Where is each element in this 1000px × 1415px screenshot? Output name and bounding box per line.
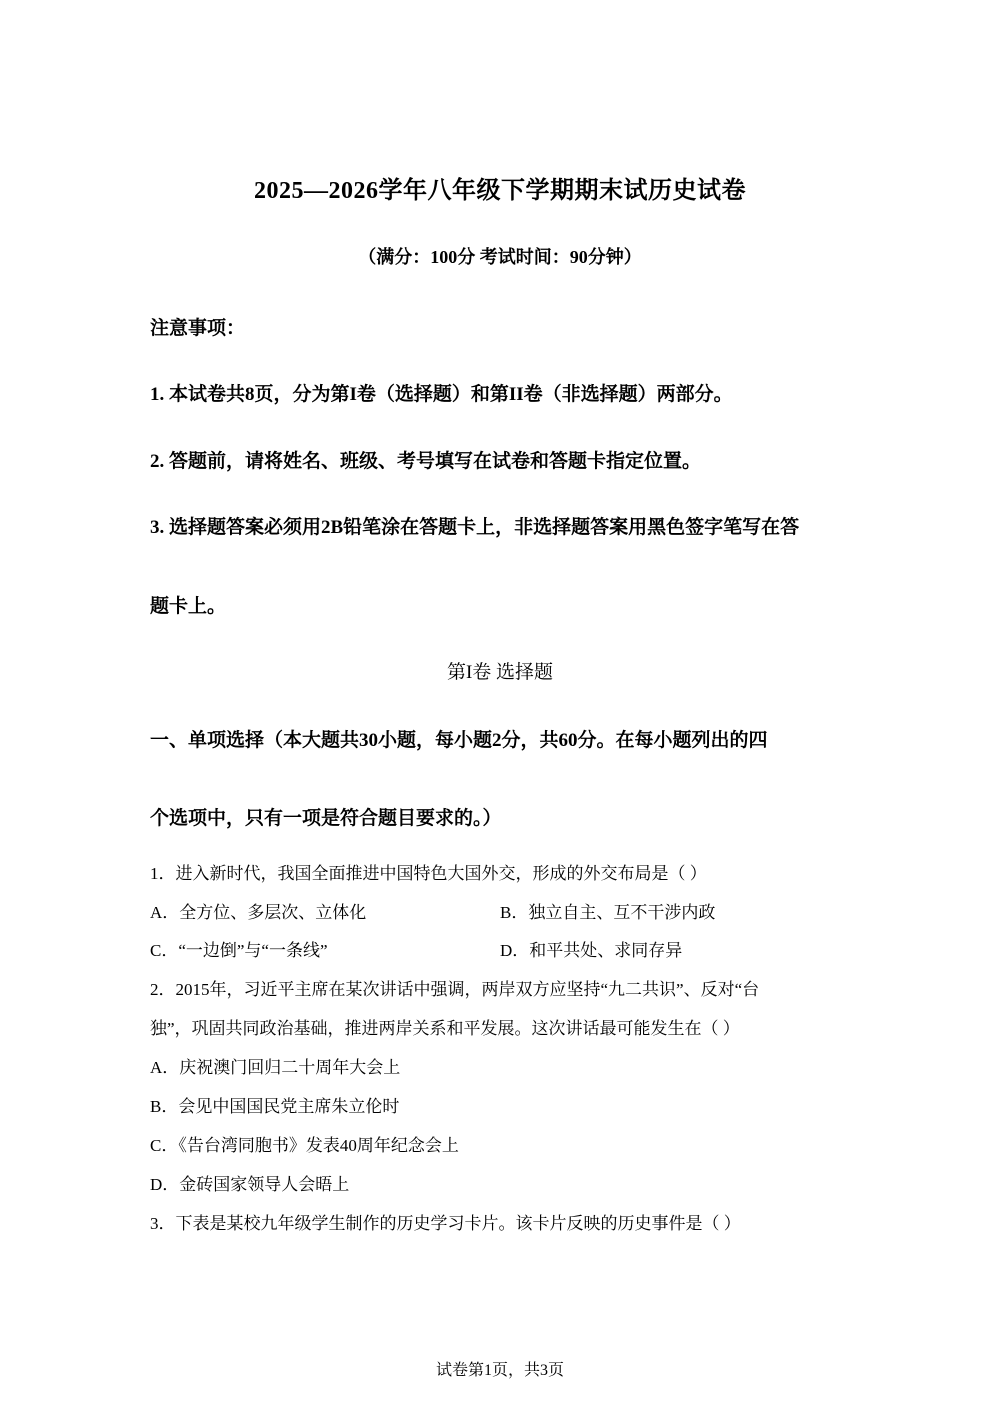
question-2-stem-cont: 独”，巩固共同政治基础，推进两岸关系和平发展。这次讲话最可能发生在（ ）	[150, 1019, 740, 1038]
question-2-option-d: D．金砖国家领导人会晤上	[150, 1175, 350, 1194]
notice-item-2: 2. 答题前，请将姓名、班级、考号填写在试卷和答题卡指定位置。	[150, 451, 702, 472]
notice-heading: 注意事项：	[150, 318, 246, 339]
question-1-stem: 1．进入新时代，我国全面推进中国特色大国外交，形成的外交布局是（ ）	[150, 864, 707, 883]
question-3-stem: 3．下表是某校九年级学生制作的历史学习卡片。该卡片反映的历史事件是（ ）	[150, 1214, 741, 1233]
question-1-option-a: A．全方位、多层次、立体化	[150, 903, 367, 922]
section-instruction-cont: 个选项中，只有一项是符合题目要求的。）	[150, 808, 502, 829]
page-footer: 试卷第1页，共3页	[435, 1362, 564, 1379]
exam-subtitle: （满分：100分 考试时间：90分钟）	[358, 247, 642, 267]
question-2-option-a: A．庆祝澳门回归二十周年大会上	[150, 1058, 401, 1077]
section-title: 第I卷 选择题	[446, 662, 554, 683]
exam-title: 2025—2026学年八年级下学期期末试历史试卷	[254, 178, 746, 204]
notice-item-3: 3. 选择题答案必须用2B铅笔涂在答题卡上，非选择题答案用黑色签字笔写在答	[150, 517, 800, 538]
question-1-option-b: B．独立自主、互不干涉内政	[500, 903, 716, 922]
notice-item-1: 1. 本试卷共8页，分为第I卷（选择题）和第II卷（非选择题）两部分。	[150, 384, 733, 405]
question-1-option-c: C．“一边倒”与“一条线”	[150, 941, 328, 960]
question-2-option-c: C．《告台湾同胞书》发表40周年纪念会上	[150, 1136, 459, 1155]
section-instruction: 一、单项选择（本大题共30小题，每小题2分，共60分。在每小题列出的四	[150, 730, 768, 751]
question-2-option-b: B．会见中国国民党主席朱立伦时	[150, 1097, 400, 1116]
notice-item-3-cont: 题卡上。	[150, 596, 227, 617]
question-2-stem: 2．2015年，习近平主席在某次讲话中强调，两岸双方应坚持“九二共识”、反对“台	[150, 980, 760, 999]
question-1-option-d: D．和平共处、求同存异	[500, 941, 683, 960]
